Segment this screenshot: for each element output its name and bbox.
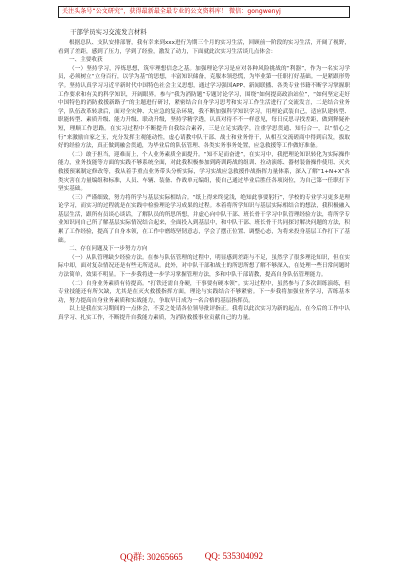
- paragraph-responsibility: （二）敢于担当，迎难而上，个人业务素质全面提升。“知不足而奋进”，在实习中，我把理论知识转化为实际操作能力，业务技能等方面的实践不够系统全面，对此我积极参加到跨训跨战的组训、拉动演练、器材装备操作使用、灭火救援预案制定修改等，我从着手重点业务带头分析实际，学习实战应急救援作战指挥力量体系，深入了解“1+N+X”各类灾害在力量编组和标准，人员、车辆、装备、作战单元编组，使自己通过毕业后胜任各项岗位，为自己第一任职打下坚实基础。: [58, 151, 350, 193]
- paragraph-management: （一）从队管理缺少经验方法。在参与队伍管理的过程中，明显感到差距与不足，虽然学了很多理论知识，但在实际中却，面对复杂情况还是有些无所适从。此外，对中队干部和战士的所思所想了解不够深入，在处理一些日常问题时方法简单，效果不明显。下一步我将进一步学习掌握管理方法，多和中队干部请教，提高自身队伍管理能力。: [58, 254, 350, 279]
- promo-banner[interactable]: [58, 6, 350, 18]
- section-heading-problems: 二、存在问题及下一步努力方向: [69, 246, 148, 253]
- promo-banner-text: 关注头条号“公文研究”，获得最新最全最专业的公文资料库！ 微信：gongwenyj: [62, 8, 281, 15]
- paragraph-skills: （二）自身业务素质有待提高。“打铁还需自身硬，干事要有硬本领”。实习过程中，虽然参与了多次训练演练，但专业技能还有所欠缺，尤其是在灭火救援指挥方面，理论与实践结合不够紧密。下一步我将加强业务学习，苦练基本功，努力提高自身业务素质和实战能力，争取早日成为一名合格的基层指挥员。: [58, 280, 350, 304]
- paragraph-study: （一）坚持学习，淬炼思想，筑牢理想信念之基。加强理论学习是应对各种风险挑战的“利器”，作为一名实习学员，必须树立“立身百行，以学为基”的思想，丰富知识储备，克服本领恐慌，为毕业第一任职打好基础。一是紧跟形势学。坚持认真学习习近平新时代中国特色社会主义思想，通过学习强国APP、新闻联播、各类专业书籍不断学习掌握职工作要求和有关的科学知识，开阔眼界。参与“我为消防题”专题讨论学习，围绕“如何提高政治站位”，“如何坚定走好中国特色的消防救援新路子”的主题进行研讨，紧密结合自身学习思考和实习工作生活进行了交流发言，二是结合业务学，队伍改革转隶后，面对全灾种、大应急的复杂环境，我不断加强科学知识学习，用理论武装自己，适应队建转型、职能转型、素质升级、能力升级、联动升级，坚持学精学透，认真对待不不一样意见，每日反思寻找差距，做到释疑补短，理顺工作思路。在实习过程中不断提升自我综合素养，三是立足实践学。注重学思贯通、知行合一，以“悟心之行”来激励自家之玉，充分发挥主观能动性，虚心请教中队干部、战士和业务骨干，从相互交流磋商中得到启发，拔取好的经验方法，真正做到融会贯通，为毕业后的队伍管理、各类实务事务处置，应急救援等工作做好准备。: [58, 65, 350, 150]
- intro-paragraph: 根据总队、支队安排部署，我有幸来到xxx进行为期三个月的实习生活，回顾前一阶段的实习生活，开阔了视野，看到了差距，感到了压力，学到了经验，激发了动力，下面就此次实习生活谈几点体会：: [58, 40, 350, 55]
- paragraph-closing: 以上是我在实习期间的一点体会，不妥之处请各位领导批评指正。我将以此次实习为新的起点，在今后的工作中认真学习、扎实工作，不断提升自我能力素质，为消防救援事业贡献自己的力量。: [58, 306, 350, 321]
- footer-contact: [120, 548, 300, 564]
- footer-qq: QQ: 535304092: [204, 551, 263, 561]
- document-body: [58, 39, 350, 323]
- footer-qq-group: QQ群: 30265665: [120, 551, 183, 562]
- document-title: 干部学员实习交流发言材料: [70, 28, 147, 36]
- section-heading-main-gains: 一、主要收获: [69, 57, 103, 64]
- paragraph-practice: （三）严谨细致，努力将所学与基层实际相结合。“纸上得来终觉浅，绝知此事要躬行”，学校的专业学习更多是理论学习，而实习的过程就是在实践中检验理论学习成果的过程。本着将所学知识与基层实际相结合的想法，我积极融入基层生活，跟所有员谈心谈话，了解队员的所思所想，并虚心向中队干部、班长骨干学习中队管理经验方法，将所学专业知识同自己所了解基层实际情况结合起来，全面投入到基层中，和中队干部、班长骨干共同探讨解决问题的方法，积累了工作经验，提高了自身本领，在工作中磨练坚韧意志，学会了摆正位置、调整心态，为将来投身基层工作打下了基础。: [58, 194, 350, 244]
